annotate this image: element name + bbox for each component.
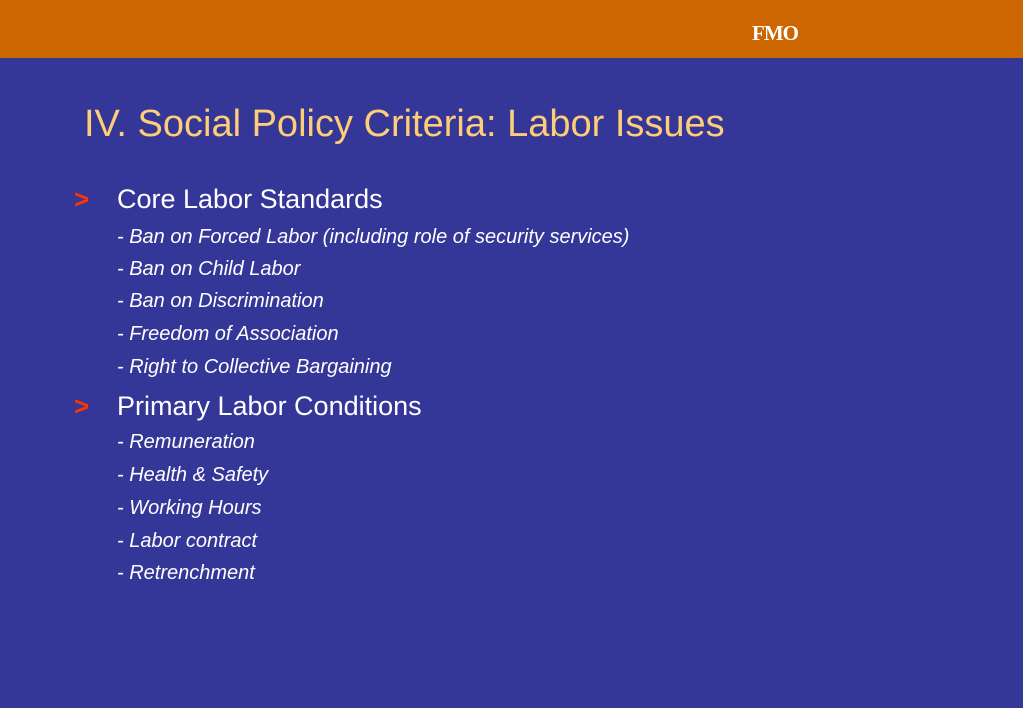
bullet-marker-icon: > [74, 184, 90, 214]
list-item: - Ban on Child Labor [117, 258, 301, 280]
list-item: - Ban on Discrimination [117, 290, 324, 312]
list-item: - Freedom of Association [117, 323, 339, 345]
list-item: - Labor contract [117, 530, 258, 552]
list-item: - Ban on Forced Labor (including role of security services) [117, 226, 630, 248]
list-item: - Remuneration [117, 431, 255, 453]
section-label: Core Labor Standards [117, 184, 383, 214]
list-item: - Health & Safety [117, 464, 269, 486]
bullet-marker-icon: > [74, 391, 90, 421]
list-item: - Working Hours [117, 497, 262, 519]
list-item: - Right to Collective Bargaining [117, 356, 392, 378]
section-label: Primary Labor Conditions [117, 391, 422, 421]
fmo-logo: FMO [752, 21, 798, 45]
list-item: - Retrenchment [117, 562, 255, 584]
slide-title: IV. Social Policy Criteria: Labor Issues [84, 103, 725, 145]
header-bar [0, 0, 1023, 58]
